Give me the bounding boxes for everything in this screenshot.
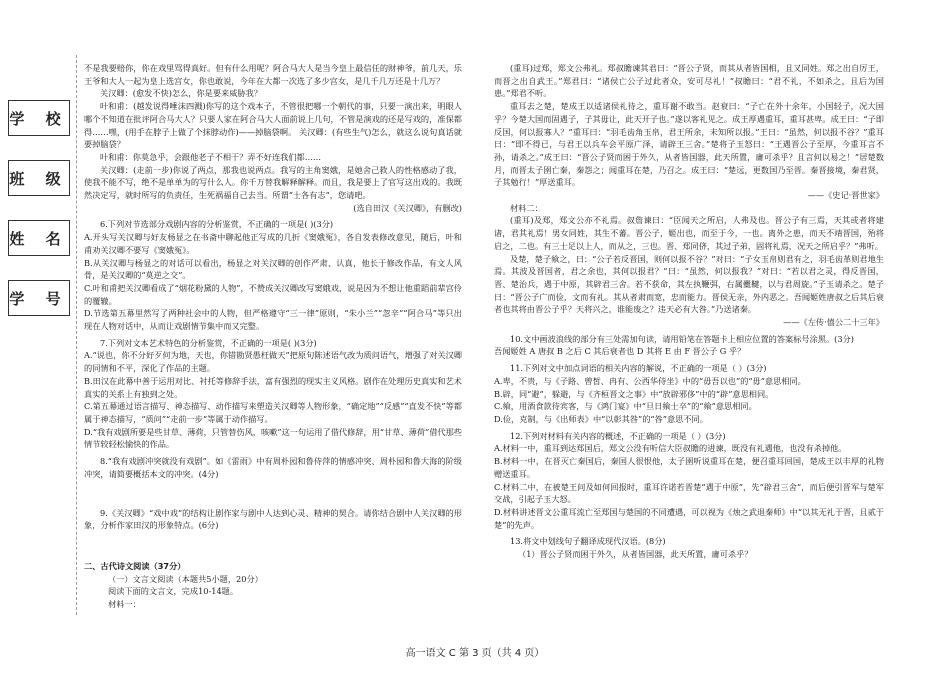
option-11d: D.俭，克制，与《出师表》中“以彰其咎”的“咎”意思不同。 [494, 413, 708, 424]
material-label: 材料二： [510, 202, 543, 213]
option-7a: A.“说也，你不分好歹何为地，天也，你错勘贤愚枉做天”把原句陈述语气改为质问语气，增强了对关汉卿的同情和不平，深化了作品的主题。 [84, 350, 462, 374]
material-label: 材料一： [108, 599, 141, 610]
passage-source: ——《史记·晋世家》 [807, 190, 884, 201]
question-8: 8.“我有戏剧冲突就没有戏剧”。如《雷雨》中有周朴园和鲁侍萍的情感冲突、周朴园和鲁大海的阶级冲突，请简要概括本文的冲突。(4分) [84, 456, 462, 479]
left-column [84, 62, 462, 611]
option-12d: D.材料讲述晋文公重耳流亡至郑国与楚国的不同遭遇，可以视为《烛之武退秦师》中“以其无礼于晋，且贰于楚”的先声。 [494, 506, 884, 530]
student-id-field-label[interactable]: 学 号 [8, 280, 70, 316]
passage-paragraph: 关汉卿：(走前一步)你说了两点，那我也说两点。我写的主角窦娥，是她舍己救人的性格感动了我，使我不能不写，绝不是单单为的写什么人。你千万替我解释解释。而且，我是要上了官写这出戏的。我既然决定写，就时所写的负责任，生死祸福自己去当。所谓“士各有志”，您请吧。 [84, 164, 462, 201]
question-10-options: 吾闻姬姓 A 唐叔 B 之后 C 其后衰者也 D 其将 E 由 F 晋公子 G 乎？ [494, 346, 746, 357]
section-heading: 二、古代诗文阅读（37分） [84, 560, 186, 571]
passage-paragraph: 不是我要赔你，你在戏里骂得真好。但有什么用呢？阿合马大人是当今皇上最信任的财神爷，前几天，乐王爷和大人一起为皇上选宫女，你也敢说，今年在大都一次选了多少宫女，是几千几万还是十几万？ [84, 63, 462, 86]
question-13-1: （1）晋公子贤而困于外久，从者皆国器，此天所置，庸可杀乎？ [518, 549, 753, 560]
question-11: 11.下列对文中加点词语的相关内容的解说，不正确的一项是（ ）(3分) [510, 363, 767, 374]
passage-paragraph: 关汉卿：(愈发不快)怎么，你是要来威胁我？ [100, 88, 262, 99]
option-12a: A.材料一中，重耳到达郑国后，郑文公没有听信大臣叔瞻的进谏，既没有礼遇他，也没有杀掉他。 [494, 443, 847, 454]
answer-space [84, 481, 462, 503]
section-subheading: （一）文言文阅读（本题共5小题，20分） [108, 573, 263, 584]
passage-paragraph: 重耳去之楚，楚成王以适诸侯礼待之，重耳谢不敢当。赵衰曰：“子亡在外十余年，小国轻子，况大国乎？今楚大国而固遇子，子其毋让，此天开子也。”遂以客礼见之。成王厚遇重耳，重耳甚卑。成王曰：“子即反国，何以报寡人？”重耳曰：“羽毛齿角玉帛，君王所余，未知所以报。”王曰：“虽然，何以报不谷？”重耳曰：“即不得已，与君王以兵车会平原广泽，请辟王三舍。”楚将子玉怒曰：“王遇晋公子至厚，今重耳言不孙，请杀之。”成王曰：“晋公子贤而困于外久，从者皆国器，此天所置，庸可杀乎？且言何以易之！”居楚数月，而晋太子圉亡秦，秦怨之；闻重耳在楚，乃召之。成王曰：“楚远，更数国乃至晋。秦晋接境，秦君贤，子其勉行！”厚送重耳。 [494, 101, 884, 188]
name-field-label[interactable]: 姓 名 [8, 220, 70, 256]
school-field-label[interactable]: 学 校 [8, 100, 70, 136]
option-7c: C.第五幕通过语言描写、神态描写、动作描写来塑造关汉卿等人物形象，“确定地”“反感”“直发不快”等都属于神态描写，“质问”“走前一步”等属于动作描写。 [84, 401, 462, 424]
option-6d: D.节选第五幕里然写了两种社会中的人物，但严格遵守“三一律”原则，“朱小兰”“忽辛”“阿合马”等只出现在人物对话中，从而让戏剧情节集中而又完整。 [84, 308, 462, 332]
passage-source: ——《左传·僖公二十三年》 [783, 317, 884, 328]
right-column [494, 62, 884, 561]
question-10: 10.文中画波浪线的部分有三处需加句读，请用铅笔在答题卡上相应位置的答案标号涂黑。(3分) [510, 333, 854, 344]
passage-source: (选自田汉《关汉卿》，有删改) [353, 202, 462, 213]
seal-line [76, 55, 77, 615]
section-instruction: 阅读下面的文言文，完成10-14题。 [108, 586, 239, 597]
passage-paragraph: (重耳)过郑，郑文公弗礼。郑叔瞻谏其君曰：“晋公子贤，而其从者皆国相，且又同姓。郑之出自厉王，而晋之出自武王。”郑君曰：“诸侯亡公子过此者众，安可尽礼！”叔瞻曰：“君不礼，不如杀之，且后为国患。”郑君不听。 [494, 63, 884, 99]
binding-strip [8, 100, 70, 340]
page-footer: 高一语文 C 第 3 页（共 4 页） [405, 648, 545, 659]
passage-paragraph: 及楚，楚子飨之，曰：“公子若反晋国，则何以报不谷？”对曰：“子女玉帛则君有之，羽毛齿革则君地生焉。其波及晋国者，君之余也，其何以报君？”曰：“虽然，何以报我？”对曰：“若以君之灵，得反晋国，晋、楚治兵，遇于中原，其辟君三舍。若不获命，其左执鞭弭，右属櫜鞬，以与君周旋。”子玉请杀之。楚子曰：“晋公子广而俭，文而有礼。其从者肃而宽，忠而能力。晋侯无亲，外内恶之。吾闻姬姓唐叔之后其后衰者也其将由晋公子乎？天将兴之，谁能废之？违天必有大咎。”乃送诸秦。 [494, 253, 884, 315]
option-6c: C.叶和甫把关汉卿看成了“烟花粉黛的人物”，不赞成关汉卿改写窦娥戏，说是因为不想让他重蹈前辈宫伶的覆辙。 [84, 282, 462, 306]
class-field-label[interactable]: 班 级 [8, 160, 70, 196]
option-7d: D.“我有戏剧所要是些甘草、薄荷，只管替伤风，咳嗽”这一句运用了借代修辞，用“甘草、薄荷”借代那些情节较轻松愉快的作品。 [84, 426, 462, 450]
question-9: 9.《关汉卿》“戏中戏”的结构让剧作家与剧中人达到心灵、精神的契合。请你结合剧中人关汉卿的形象，分析作家田汉的形象特点。(6分) [84, 507, 462, 531]
option-11c: C.飨，用酒食款待宾客，与《鸿门宴》中“旦日飨士卒”的“飨”意思相同。 [494, 401, 757, 412]
option-12c: C.材料二中，在被楚王问及如何回报时，重耳许诺若晋楚“遇于中原”，先“辟君三舍”，而后便引晋军与楚军交战，引起子玉大怒。 [494, 481, 884, 505]
option-11a: A.卑，不贵，与《子路、曾皙、冉有、公西华侍坐》中的“毋吾以也”的“毋”意思相同。 [494, 375, 806, 386]
option-12b: B.材料一中，在晋灭亡秦国后，秦国人很恨他，太子圉听说重耳在楚，便召重耳回国，楚成王以丰厚的礼物赠送重耳。 [494, 456, 884, 479]
passage-paragraph: 叶和甫：你莫急乎，会跟他老子不相干？弄不好连我们都…… [100, 151, 322, 162]
question-12: 12.下列对材料有关内容的概述，不正确的一项是（ ）(3分) [510, 430, 726, 441]
passage-paragraph: 叶和甫：(越发说得唾沫四溅)你写的这个戏本子，不管很把哪一个朝代的事，只要一演出来，明眼人哪个不知道在批评阿合马大人？只要人家在阿合马大人面前说上几句，不管是演戏的还是写戏的，准保都得……嘿，(用手在脖子上做了个抹脖动作)——掉脑袋啊。 关汉卿：(有些生气)怎么，就这么说句真话就要掉脑袋？ [84, 101, 462, 150]
option-6a: A.开头写关汉卿与好友杨显之在书斋中聊起他正写成的几折《窦娥冤》，各自发表修改意见，随后，叶和甫劝关汉卿不要写《窦娥冤》。 [84, 232, 462, 255]
option-7b: B.田汉在此幕中善于运用对比、衬托等修辞手法，富有强烈的现实主义风格。剧作在处理历史真实和艺术真实的关系上有独到之处。 [84, 375, 462, 399]
passage-paragraph: (重耳)及郑，郑文公亦不礼焉。叔詹谏曰：“臣闻天之所启，人弗及也。晋公子有三焉，天其或者将建诸，君其礼焉！男女同姓，其生不蕃。晋公子，姬出也，而至于今，一也。离外之患，而天不靖晋国，殆将启之，二也。有三士足以上人，而从之，三也。晋、郑同侪，其过子弟，固将礼焉，况天之所启乎？”弗听。 [494, 215, 884, 251]
option-6b: B.从关汉卿与杨显之的对话可以看出，杨显之对关汉卿的创作严肃、认真，他长于修改作品，有文人风骨，是关汉卿的“莫逆之交”。 [84, 257, 462, 281]
answer-space [84, 532, 462, 554]
question-7: 7.下列对文本艺术特色的分析鉴赏，不正确的一项是( )(3分) [100, 337, 317, 348]
question-6: 6.下列对节选部分戏剧内容的分析鉴赏，不正确的一项是( )(3分) [100, 219, 334, 230]
option-11b: B.辟，同“避”，躲避，与《齐桓晋文之事》中“放辟邪侈”中的“辟”意思相同。 [494, 388, 774, 399]
question-13: 13.将文中划线句子翻译成现代汉语。(8分) [510, 536, 666, 547]
